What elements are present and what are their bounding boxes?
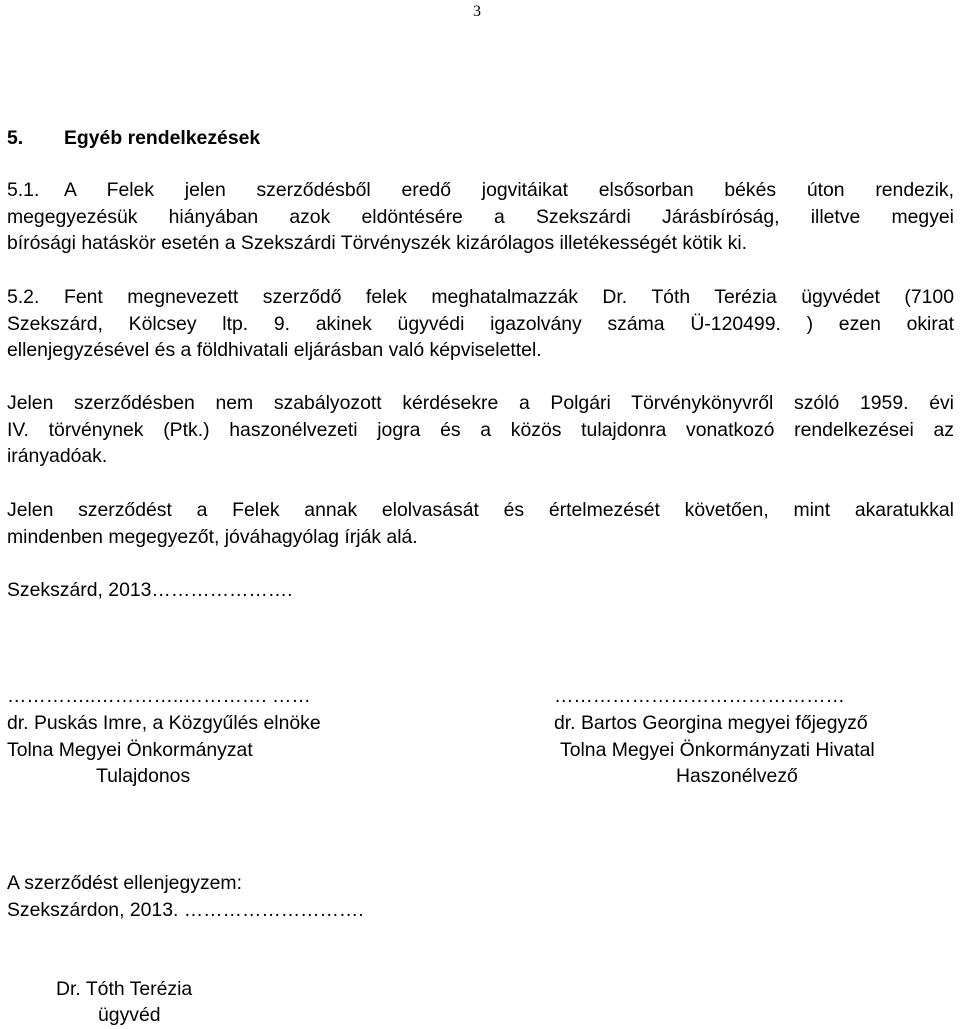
signatory-name-left: dr. Puskás Imre, a Közgyűlés elnöke xyxy=(7,712,321,734)
signatory-role-right: Haszonélvező xyxy=(676,765,798,787)
clause-line: ellenjegyzésével és a földhivatali eljárásban való képviselettel. xyxy=(7,339,542,361)
signatory-organization-right: Tolna Megyei Önkormányzati Hivatal xyxy=(560,739,875,761)
paragraph-ptk xyxy=(7,390,954,470)
signatory-organization-left: Tolna Megyei Önkormányzat xyxy=(7,739,253,761)
clause-5-1 xyxy=(7,177,954,257)
signatory-name-right: dr. Bartos Georgina megyei főjegyző xyxy=(554,712,868,734)
paragraph-line: mindenben megegyezőt, jóváhagyólag írják alá. xyxy=(7,525,418,548)
lawyer-name: Dr. Tóth Terézia xyxy=(56,978,193,1000)
paragraph-line: IV. törvénynek (Ptk.) haszonélvezeti jogra és a közös tulajdonra vonatkozó rendelkezései az xyxy=(7,418,954,441)
lawyer-role: ügyvéd xyxy=(98,1004,161,1026)
paragraph-line: irányadóak. xyxy=(7,445,108,467)
clause-5-2 xyxy=(7,284,954,364)
clause-line: Szekszárd, Kölcsey ltp. 9. akinek ügyvédi igazolvány száma Ü-120499. ) ezen okirat xyxy=(7,312,954,335)
place-date: Szekszárd, 2013…………………. xyxy=(7,579,293,601)
section-title: Egyéb rendelkezések xyxy=(64,127,261,149)
signature-line-right: ……………………………………… xyxy=(554,685,845,707)
paragraph-acceptance xyxy=(7,497,954,550)
countersign-title: A szerződést ellenjegyzem: xyxy=(7,872,242,894)
clause-number: 5.2. xyxy=(7,286,40,308)
section-number: 5. xyxy=(7,127,24,149)
signatory-role-left: Tulajdonos xyxy=(96,765,191,787)
clause-line: 5.1. A Felek jelen szerződésből eredő jogvitáikat elsősorban békés úton rendezik, xyxy=(7,177,954,204)
paragraph-line: Jelen szerződésben nem szabályozott kérdésekre a Polgári Törvénykönyvről szóló 1959. évi xyxy=(7,392,954,414)
paragraph-line: Jelen szerződést a Felek annak elolvasását és értelmezését követően, mint akaratukkal xyxy=(7,499,954,521)
countersign-place-date: Szekszárdon, 2013. ………………………. xyxy=(7,899,364,921)
clause-line: 5.2. Fent megnevezett szerződő felek meghatalmazzák Dr. Tóth Terézia ügyvédet (7100 xyxy=(7,284,954,311)
section-heading xyxy=(7,125,260,152)
page-number: 3 xyxy=(473,3,481,20)
clause-line: megegyezésük hiányában azok eldöntésére a Szekszárdi Járásbíróság, illetve megyei xyxy=(7,205,954,228)
clause-number: 5.1. xyxy=(7,179,40,201)
clause-line: bírósági hatáskör esetén a Szekszárdi Törvényszék kizárólagos illetékességét kötik ki. xyxy=(7,232,748,254)
signature-line-left: …………..…………..…………. …… xyxy=(7,685,311,707)
